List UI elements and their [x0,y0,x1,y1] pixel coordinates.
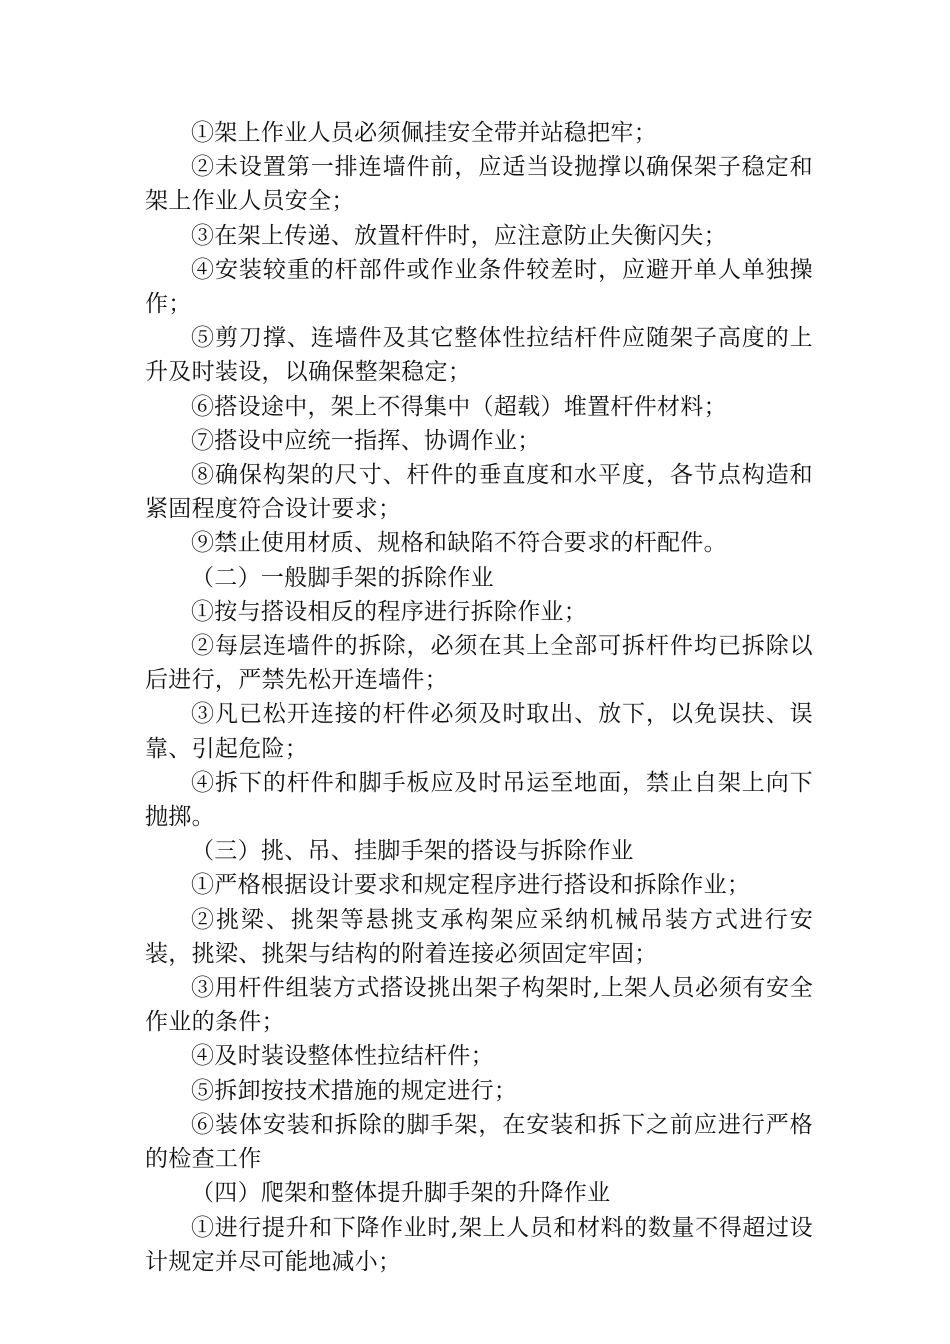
list-item: ⑤剪刀撑、连墙件及其它整体性拉结杆件应随架子高度的上升及时装设，以确保整架稳定； [145,325,813,386]
list-item: ③在架上传递、放置杆件时，应注意防止失衡闪失； [191,222,727,249]
list-item: ①严格根据设计要求和规定程序进行搭设和拆除作业； [191,872,751,899]
list-item: ⑤拆卸按技术措施的规定进行； [191,1077,518,1104]
document-body [145,116,813,1279]
section-heading: （三）挑、吊、挂脚手架的搭设与拆除作业 [191,838,634,865]
section-heading: （四）爬架和整体提升脚手架的升降作业 [191,1180,611,1207]
list-item: ④及时装设整体性拉结杆件； [191,1043,494,1070]
list-item: ⑥装体安装和拆除的脚手架，在安装和拆下之前应进行严格的检查工作 [145,1111,813,1173]
list-item: ⑦搭设中应统一指挥、协调作业； [191,427,541,454]
list-item: ②未设置第一排连墙件前，应适当设抛撑以确保架子稳定和架上作业人员安全； [145,154,813,215]
list-item: ①进行提升和下降作业时,架上人员和材料的数量不得超过设计规定并尽可能地减小； [145,1214,813,1275]
list-item: ②挑梁、挑架等悬挑支承构架应采纳机械吊装方式进行安装，挑梁、挑架与结构的附着连接必须固定牢固； [145,906,813,967]
list-item: ④安装较重的杆部件或作业条件较差时，应避开单人单独操作； [145,256,813,318]
list-item: ⑥搭设途中，架上不得集中（超载）堆置杆件材料； [191,393,727,420]
list-item: ①架上作业人员必须佩挂安全带并站稳把牢； [191,120,657,146]
list-item: ③凡已松开连接的杆件必须及时取出、放下，以免误扶、误靠、引起危险； [145,701,813,762]
list-item: ⑧确保构架的尺寸、杆件的垂直度和水平度，各节点构造和紧固程度符合设计要求； [145,462,813,523]
list-item: ④拆下的杆件和脚手板应及时吊运至地面，禁止自架上向下抛掷。 [145,769,813,831]
list-item: ③用杆件组装方式搭设挑出架子构架时,上架人员必须有安全作业的条件； [145,975,813,1036]
list-item: ②每层连墙件的拆除，必须在其上全部可拆杆件均已拆除以后进行，严禁先松开连墙件； [145,633,813,694]
section-heading: （二）一般脚手架的拆除作业 [191,564,494,591]
list-item: ①按与搭设相反的程序进行拆除作业； [191,598,588,625]
list-item: ⑨禁止使用材质、规格和缺陷不符合要求的杆配件。 [191,530,727,557]
